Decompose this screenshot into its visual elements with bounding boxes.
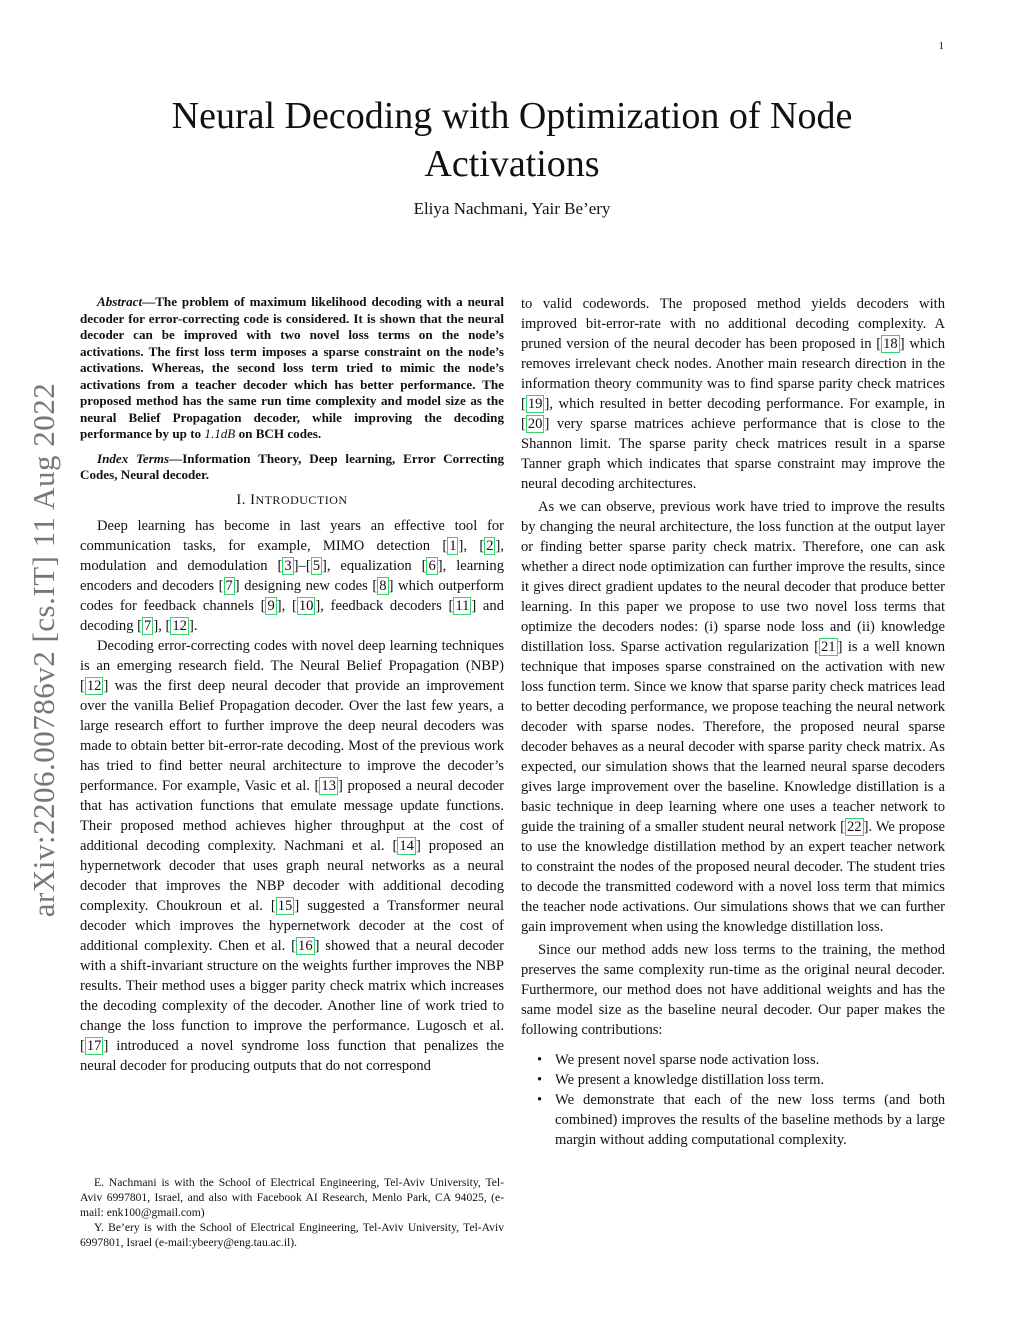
citation-link[interactable]: 7 xyxy=(144,617,152,634)
citation-link[interactable]: 5 xyxy=(312,557,320,574)
footnotes xyxy=(80,1175,504,1250)
citation-link[interactable]: 19 xyxy=(527,396,543,412)
authors: Eliya Nachmani, Yair Be’ery xyxy=(413,199,611,218)
citation-link[interactable]: 14 xyxy=(399,837,414,854)
citation-link[interactable]: 22 xyxy=(846,819,862,835)
citation-link[interactable]: 18 xyxy=(883,336,898,352)
abstract-text: The problem of maximum likelihood decoding with a neural decoder for error-correcting code is considered. It is shown that the neural decoder can be improved with two novel loss terms on the node’s activations. The first loss term imposes a sparse constraint on the node’s activations. Whereas, the second loss term tried to mimic the node’s activations from a teacher decoder which has better performance. The proposed method has the same run time complexity and model size as the neural Belief Propagation decoder, while improving the decoding performance by up to xyxy=(80,294,504,441)
index-terms-text: Information Theory, Deep learning, Error Correcting Codes, Neural decoder. xyxy=(80,450,504,482)
citation-link[interactable]: 12 xyxy=(86,677,102,694)
abstract-label: Abstract xyxy=(97,294,143,309)
abstract: Abstract—The problem of maximum likelihood decoding with a neural decoder for error-correcting code is considered. It is shown that the neural decoder can be improved with two novel loss terms on the node’s activations. The first loss term imposes a sparse constraint on the node’s activations. Whereas, the second loss term tried to mimic the node’s activations from a teacher decoder which has better performance. The proposed method has the same run time complexity and model size as the neural Belief Propagation decoder, while improving the decoding performance by up to 1.1dB on BCH codes. xyxy=(80,294,504,441)
abstract-end: on BCH codes. xyxy=(235,426,322,441)
contributions-list xyxy=(521,1050,945,1150)
section-numeral: I. xyxy=(236,491,246,508)
citation-link[interactable]: 6 xyxy=(428,557,436,574)
intro-paragraph-2: Decoding error-correcting codes with novel deep learning techniques is an emerging research field. The Neural Belief Propagation (NBP) [ 12 ] was the first deep neural decoder that provide an improvement over the vanilla Belief Propagation decoder. Over the last few years, a large research effort to further improve the deep neural decoders was made to obtain better bit-error-rate decoding. Most of the previous work has tried to find better neural architecture to improve the decoder’s performance. For example, Vasic et al. [ 13 ] proposed a neural decoder that has activation functions that emulate message update functions. Their proposed method achieves higher throughput at the cost of additional decoding complexity. Nachmani et al. [ 14 ] proposed an hypernetwork decoder that uses graph neural networks as a neural decoder that improves the NBP decoder with additional decoding complexity. Choukroun et al. [ 15 ] suggested a Transformer neural decoder which improves the hypernetwork decoder at the cost of additional complexity. Chen et al. [ 16 ] showed that a neural decoder with a shift-invariant structure on the weights further improves the NBP results. Their method uses a bigger parity check matrix which increases the decoding complexity of the decoder. Another line of work tried to change the loss function to improve the performance. Lugosch et al. [ 17 ] introduced a novel syndrome loss function that penalizes the neural decoder for producing outputs that do not correspond xyxy=(80,637,505,1074)
citation-link[interactable]: 11 xyxy=(455,597,470,614)
paper-title xyxy=(130,92,894,188)
page-number: 1 xyxy=(938,40,944,52)
section-title-rest: NTRODUCTION xyxy=(255,492,348,507)
citation-link[interactable]: 17 xyxy=(86,1037,102,1054)
citation-link[interactable]: 7 xyxy=(225,577,233,594)
index-terms: Index Terms—Information Theory, Deep learning, Error Correcting Codes, Neural decoder. xyxy=(80,450,504,482)
index-terms-label: Index Terms xyxy=(97,450,170,466)
intro-paragraph-5: Since our method adds new loss terms to the training, the method preserves the same complexity run-time as the original neural decoder. Furthermore, our method does not have additional weights and has the same model size as the baseline neural decoder. Our paper makes the following contributions: xyxy=(521,942,945,1038)
citation-link[interactable]: 8 xyxy=(379,577,387,594)
citation-link[interactable]: 12 xyxy=(172,617,187,634)
intro-paragraph-3: to valid codewords. The proposed method yields decoders with improved bit-error-rate with no additional decoding complexity. A pruned version of the neural decoder has been proposed in [ 18 ] which removes irrelevant check nodes. Another main research direction in the information theory community was to find sparse parity check matrices [ 19 ], which resulted in better decoding performance. For example, in [ 20 ] very sparse matrices achieve performance that is close to the Shannon limit. The sparse parity check matrices result in a sparse Tanner graph which indicates that sparse constraint may improve the neural decoding architectures. xyxy=(521,296,945,492)
list-item: • We present novel sparse node activation loss. xyxy=(521,1050,945,1070)
intro-paragraph-1: Deep learning has become in last years an effective tool for communication tasks, for example, MIMO detection [ 1 ], [ 2 ], modulation and demodulation [ 3 ]–[ 5 ], equalization [ 6 ], learning encoders and decoders [ 7 ] designing new codes [ 8 ] which outperform codes for feedback channels [ 9 ], [ 10 ], feedback decoders [ 11 ] and decoding [ 7 ], [ 12 ]. xyxy=(80,517,505,634)
citation-link[interactable]: 21 xyxy=(820,639,836,655)
abstract-gain-value: 1.1dB xyxy=(204,426,236,441)
left-column xyxy=(80,294,504,1076)
citation-link[interactable]: 1 xyxy=(449,537,457,554)
intro-paragraph-4: As we can observe, previous work have tried to improve the results by changing the neural architecture, the loss function at the output layer or finding better sparse parity check matrix. Therefore, one can ask whether a direct node optimization can further improve the results, since it gives direct gradient updates to the neural decoder that produce better learning. In this paper we propose to use two novel loss terms that optimize the decoders nodes: (i) sparse node loss and (ii) knowledge distillation loss. Sparse activation regularization [ 21 ] is a well known technique that imposes sparse constrained on the activation with new loss function term. Since we know that sparse parity check matrices lead to better decoding performance, we propose teaching the neural network decoder with sparse nodes. Therefore, the proposed neural sparse decoder behaves as a neural decoder with sparse parity check matrix. As expected, our simulation shows that the learned neural sparse decoders gives large improvement over the baseline. Knowledge distillation is a basic technique in deep learning where one uses a teacher network to guide the training of a smaller student neural network [ 22 ]. We propose to use the knowledge distillation method by an expert teacher network to constraint the nodes of the proposed neural decoder. The student tries to decode the transmitted codeword with a novel loss term that mimics the teacher node activations. Our simulations shows that we can further gain improvement when using the knowledge distillation loss. xyxy=(521,499,945,935)
section-initial: I xyxy=(250,491,256,508)
citation-link[interactable]: 20 xyxy=(527,416,543,432)
citation-link[interactable]: 10 xyxy=(298,597,314,614)
citation-link[interactable]: 13 xyxy=(321,777,337,794)
title-line-1: Neural Decoding with Optimization of Node xyxy=(171,95,853,137)
right-column xyxy=(521,294,945,1150)
footnote-author-1: E. Nachmani is with the School of Electrical Engineering, Tel-Aviv University, Tel-Aviv 6997801, Israel, and also with Facebook AI Research, Menlo Park, CA 94025, (e-mail: enk100@gmail.com) xyxy=(80,1176,504,1219)
arxiv-identifier-stamp: arXiv:2206.00786v2 [cs.IT] 11 Aug 2022 xyxy=(26,382,61,918)
citation-link[interactable]: 9 xyxy=(267,597,275,614)
section-heading-introduction xyxy=(80,490,504,510)
list-item: • We demonstrate that each of the new loss terms (and both combined) improves the results of the baseline methods by a large margin without adding computational complexity. xyxy=(521,1090,945,1150)
citation-link[interactable]: 16 xyxy=(298,937,313,954)
footnote-author-2: Y. Be’ery is with the School of Electrical Engineering, Tel-Aviv University, Tel-Aviv 6997801, Israel (e-mail:ybeery@eng.tau.ac.il). xyxy=(80,1221,504,1249)
list-item: • We present a knowledge distillation loss term. xyxy=(521,1070,945,1090)
citation-link[interactable]: 2 xyxy=(486,537,494,554)
title-line-2: Activations xyxy=(424,143,600,185)
citation-link[interactable]: 3 xyxy=(284,557,292,574)
citation-link[interactable]: 15 xyxy=(277,897,293,914)
